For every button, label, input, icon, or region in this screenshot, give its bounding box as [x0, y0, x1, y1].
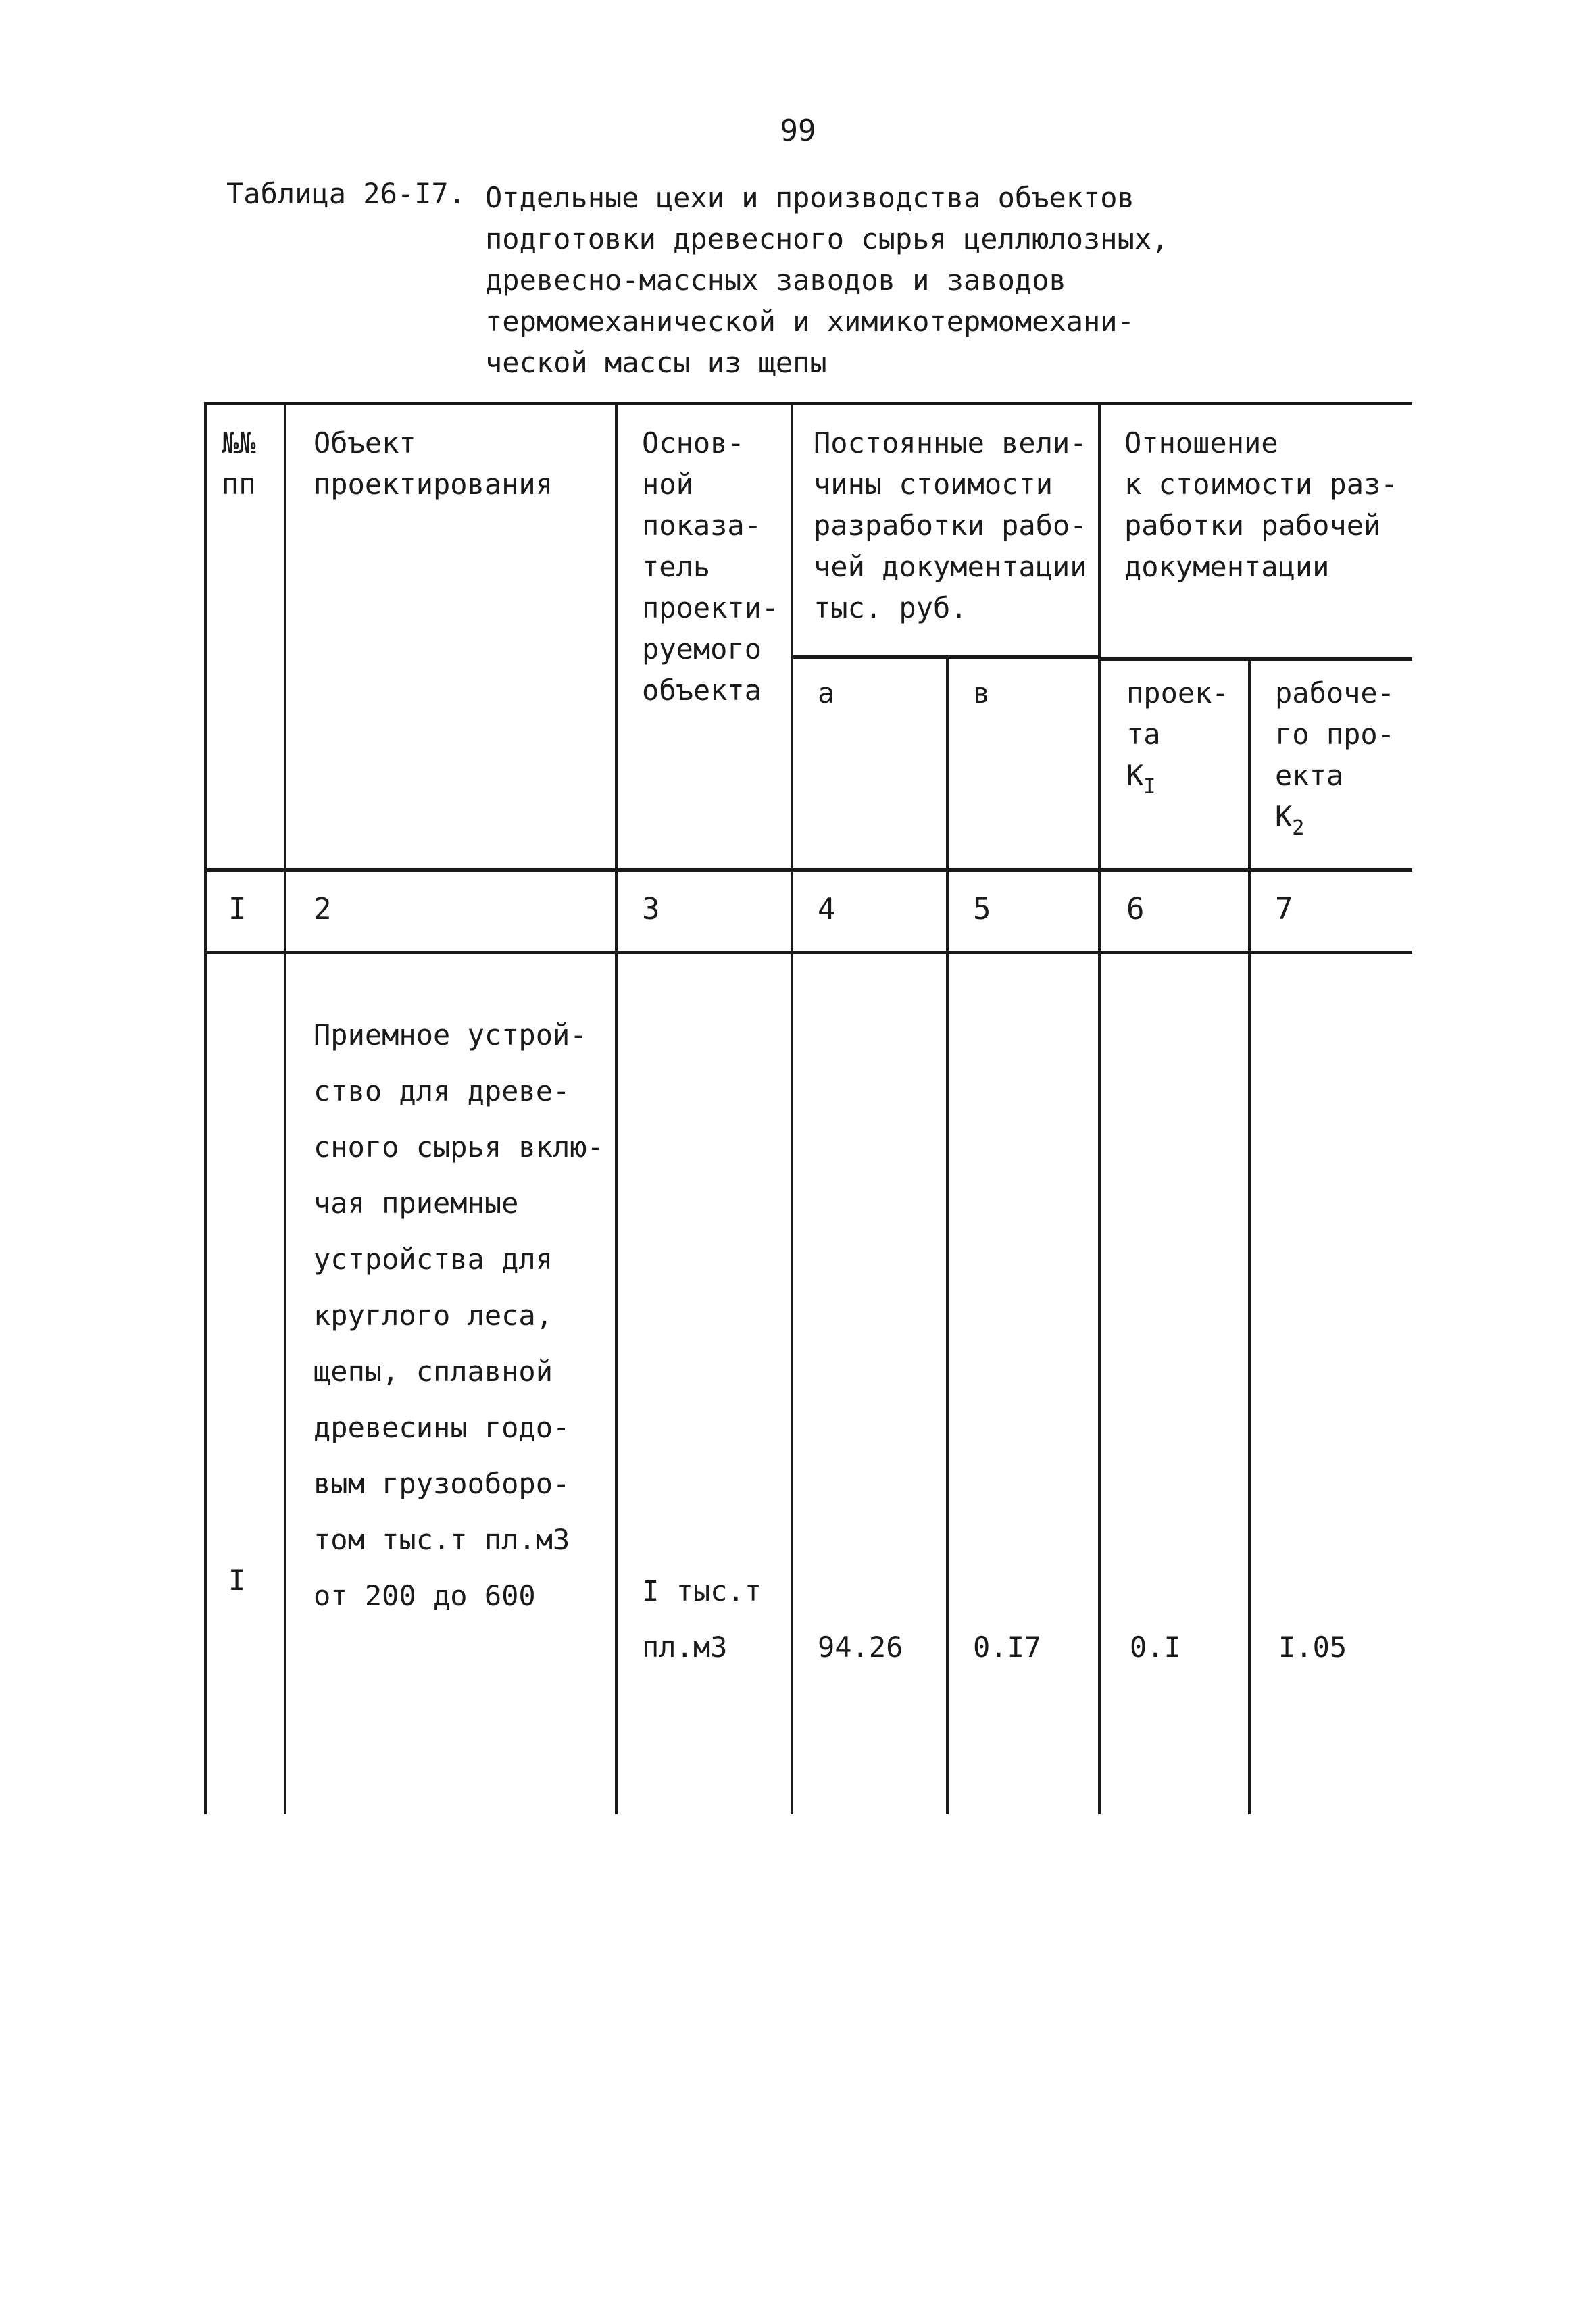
caption-line: древесно-массных заводов и заводов — [485, 264, 1066, 297]
header-indicator: Основ- ной показа- тель проекти- руемого объекта — [642, 426, 779, 707]
caption-line: подготовки древесного сырья целлюлозных, — [485, 222, 1169, 255]
header-bottom-rule — [204, 868, 1412, 872]
caption-line: ческой массы из щепы — [485, 346, 827, 379]
column-number: 4 — [818, 892, 836, 926]
col-rule-4 — [946, 657, 949, 1814]
table-caption — [485, 177, 1431, 383]
row-object: Приемное устрой- ство для древе- сного сырья вклю- чая приемные устройства для круглого леса, щепы, сплавной древесины годо- вым грузооборо- том тыс.т пл.м3 от 200 до 600 — [314, 1018, 604, 1612]
data-table — [204, 402, 1412, 1818]
col-rule-5 — [1098, 402, 1101, 1814]
header-k2: рабоче- го про- екта $К_2$ — [1275, 676, 1395, 840]
header-object: Объект проектирования — [314, 426, 553, 501]
col-rule-6 — [1248, 657, 1251, 1814]
header-k1: проек- та $К_I$ — [1126, 676, 1229, 799]
column-number: 7 — [1275, 892, 1293, 926]
column-number: 5 — [973, 892, 991, 926]
col-rule-2 — [615, 402, 618, 1814]
header-ratio: Отношение к стоимости раз- работки рабочей документации — [1124, 426, 1398, 583]
page-number: 99 — [780, 114, 816, 148]
row-value-k1: 0.I — [1130, 1631, 1181, 1664]
numbers-bottom-rule — [204, 951, 1412, 954]
column-number: 2 — [314, 892, 332, 926]
row-value-b: 0.I7 — [973, 1631, 1042, 1664]
column-number: 3 — [642, 892, 660, 926]
row-value-a: 94.26 — [818, 1631, 903, 1664]
header-col-b: в — [973, 676, 991, 710]
column-number: I — [228, 892, 247, 926]
row-indicator: I тыс.т пл.м3 — [642, 1574, 762, 1664]
col-rule-3 — [791, 402, 793, 1814]
subheader-rule-ratio — [1099, 657, 1412, 661]
table-caption-label: Таблица 26-I7. — [226, 177, 466, 210]
caption-line: Отдельные цехи и производства объектов — [485, 181, 1134, 214]
table-left-rule — [204, 402, 207, 1814]
header-col-a: а — [818, 676, 835, 710]
column-number: 6 — [1126, 892, 1145, 926]
caption-line: термомеханической и химикотермомехани- — [485, 305, 1134, 338]
header-constant-costs: Постоянные вели- чины стоимости разработки рабо- чей документации тыс. руб. — [814, 426, 1087, 624]
col-rule-1 — [284, 402, 286, 1814]
table-top-rule — [204, 402, 1412, 405]
row-value-k2: I.05 — [1278, 1631, 1347, 1664]
row-number: I — [228, 1564, 246, 1597]
header-number: №№ пп — [222, 426, 256, 501]
